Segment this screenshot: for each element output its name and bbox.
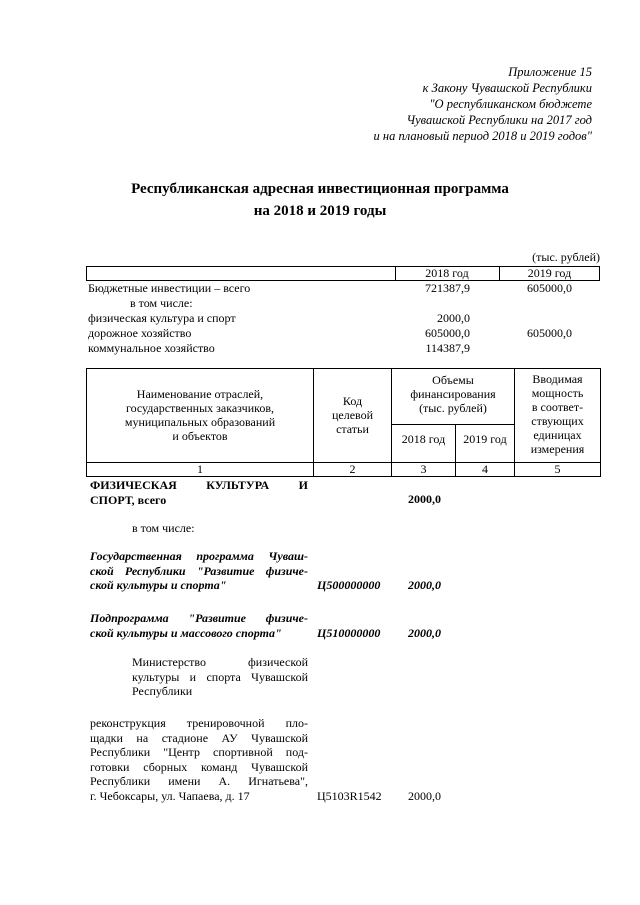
summary-value-2019: 605000,0: [527, 326, 572, 340]
row-text-line: Республики: [132, 684, 193, 698]
header-text: и объектов: [172, 429, 228, 443]
column-number: 5: [554, 462, 561, 476]
summary-value-2018: 721387,9: [425, 281, 470, 295]
title-line-2: на 2018 и 2019 годы: [253, 203, 387, 219]
summary-row: [88, 311, 600, 326]
header-text: в соответ-: [531, 400, 584, 414]
row-text-line: Республики "Центр спортивной под-: [90, 745, 308, 759]
header-text: статьи: [336, 422, 369, 436]
row-text-line: готовки сборных команд Чувашской: [90, 759, 308, 774]
document-title: [0, 178, 640, 222]
table-row-name: в том числе:: [132, 521, 195, 535]
table-row-name: [90, 478, 308, 507]
header-text: единицах: [533, 428, 582, 442]
table-vline: [600, 368, 601, 477]
summary-header: [86, 266, 600, 281]
row-text-line: СПОРТ, всего: [90, 492, 167, 507]
header-col-code: [314, 394, 391, 436]
appendix-line: Приложение 15: [508, 65, 592, 79]
summary-label: коммунальное хозяйство: [88, 341, 215, 355]
header-text: мощность: [531, 386, 584, 400]
table-row-code: Ц500000000: [317, 578, 381, 592]
header-text: измерения: [530, 442, 585, 456]
table-numbers-bottom: [86, 476, 601, 477]
header-text: (тыс. рублей): [419, 401, 487, 415]
table-row-code: Ц510000000: [317, 626, 381, 640]
summary-col-2019: 2019 год: [527, 266, 572, 280]
summary-value-2018: 2000,0: [437, 311, 470, 325]
header-col-name: [87, 387, 313, 443]
summary-value-2018: 605000,0: [425, 326, 470, 340]
header-text: Объемы: [432, 373, 474, 387]
appendix-note: [292, 64, 592, 144]
column-number: 3: [420, 462, 427, 476]
header-text: Код: [342, 394, 363, 408]
table-row-name: [90, 611, 308, 640]
summary-col-2018: 2018 год: [395, 267, 500, 280]
summary-header-blank: [87, 267, 396, 280]
summary-label: дорожное хозяйство: [88, 326, 192, 340]
row-text-line: Министерство физической: [132, 655, 308, 669]
row-text-line: Республики имени А. Игнатьева",: [90, 774, 308, 788]
summary-value-2018: 114387,9: [425, 341, 470, 355]
appendix-line: "О республиканском бюджете: [429, 97, 592, 111]
row-text-line: ФИЗИЧЕСКАЯ КУЛЬТУРА И: [90, 478, 308, 492]
summary-row: [88, 296, 600, 311]
table-row-name: [90, 549, 308, 593]
summary-value-2019: 605000,0: [527, 281, 572, 295]
header-col-capacity: [515, 372, 600, 456]
appendix-line: и на плановый период 2018 и 2019 годов": [373, 129, 592, 143]
table-row-code: Ц5103R1542: [317, 789, 382, 803]
row-text-line: г. Чебоксары, ул. Чапаева, д. 17: [90, 788, 250, 803]
column-number: 1: [197, 462, 203, 476]
table-row-name: [90, 716, 308, 803]
summary-row: [88, 326, 600, 341]
summary-label: в том числе:: [130, 296, 193, 310]
summary-label: Бюджетные инвестиции – всего: [88, 281, 251, 295]
table-row-value-2018: 2000,0: [408, 492, 441, 506]
summary-row: [88, 281, 600, 296]
row-text-line: реконструкция тренировочной пло-: [90, 716, 308, 730]
title-line-1: Республиканская адресная инвестиционная программа: [131, 181, 509, 197]
row-text-line: Государственная программа Чуваш-: [90, 549, 308, 563]
units-note: (тыс. рублей): [532, 250, 600, 264]
header-col-2019: 2019 год: [463, 432, 507, 446]
table-row-name: [132, 655, 308, 699]
table-row-value-2018: 2000,0: [408, 789, 441, 803]
row-text-line: ской культуры и массового спорта": [90, 625, 282, 640]
table-row-value-2018: 2000,0: [408, 626, 441, 640]
row-text-line: Подпрограмма "Развитие физиче-: [90, 611, 308, 625]
table-row-value-2018: 2000,0: [408, 578, 441, 592]
row-text-line: щадки на стадионе АУ Чувашской: [90, 730, 308, 745]
row-text-line: ской Республики "Развитие физиче-: [90, 563, 308, 578]
header-text: муниципальных образований: [124, 415, 276, 429]
header-col-2018: 2018 год: [401, 432, 446, 446]
row-text-line: ской культуры и спорта": [90, 578, 227, 592]
row-text-line: культуры и спорта Чувашской: [132, 669, 308, 684]
header-text: финансирования: [410, 387, 496, 401]
table-group-divider: [391, 424, 514, 425]
column-number: 4: [482, 462, 488, 476]
header-text: целевой: [331, 408, 374, 422]
appendix-line: Чувашской Республики на 2017 год: [406, 113, 592, 127]
summary-row: [88, 341, 600, 356]
header-text: государственных заказчиков,: [125, 401, 275, 415]
header-text: Вводимая: [532, 372, 583, 386]
header-col-funding: [392, 373, 514, 415]
header-text: ствующих: [531, 414, 584, 428]
summary-label: физическая культура и спорт: [88, 311, 236, 325]
appendix-line: к Закону Чувашской Республики: [422, 81, 592, 95]
header-text: Наименование отраслей,: [136, 387, 264, 401]
table-border-top: [86, 368, 601, 369]
column-number: 2: [349, 462, 356, 476]
